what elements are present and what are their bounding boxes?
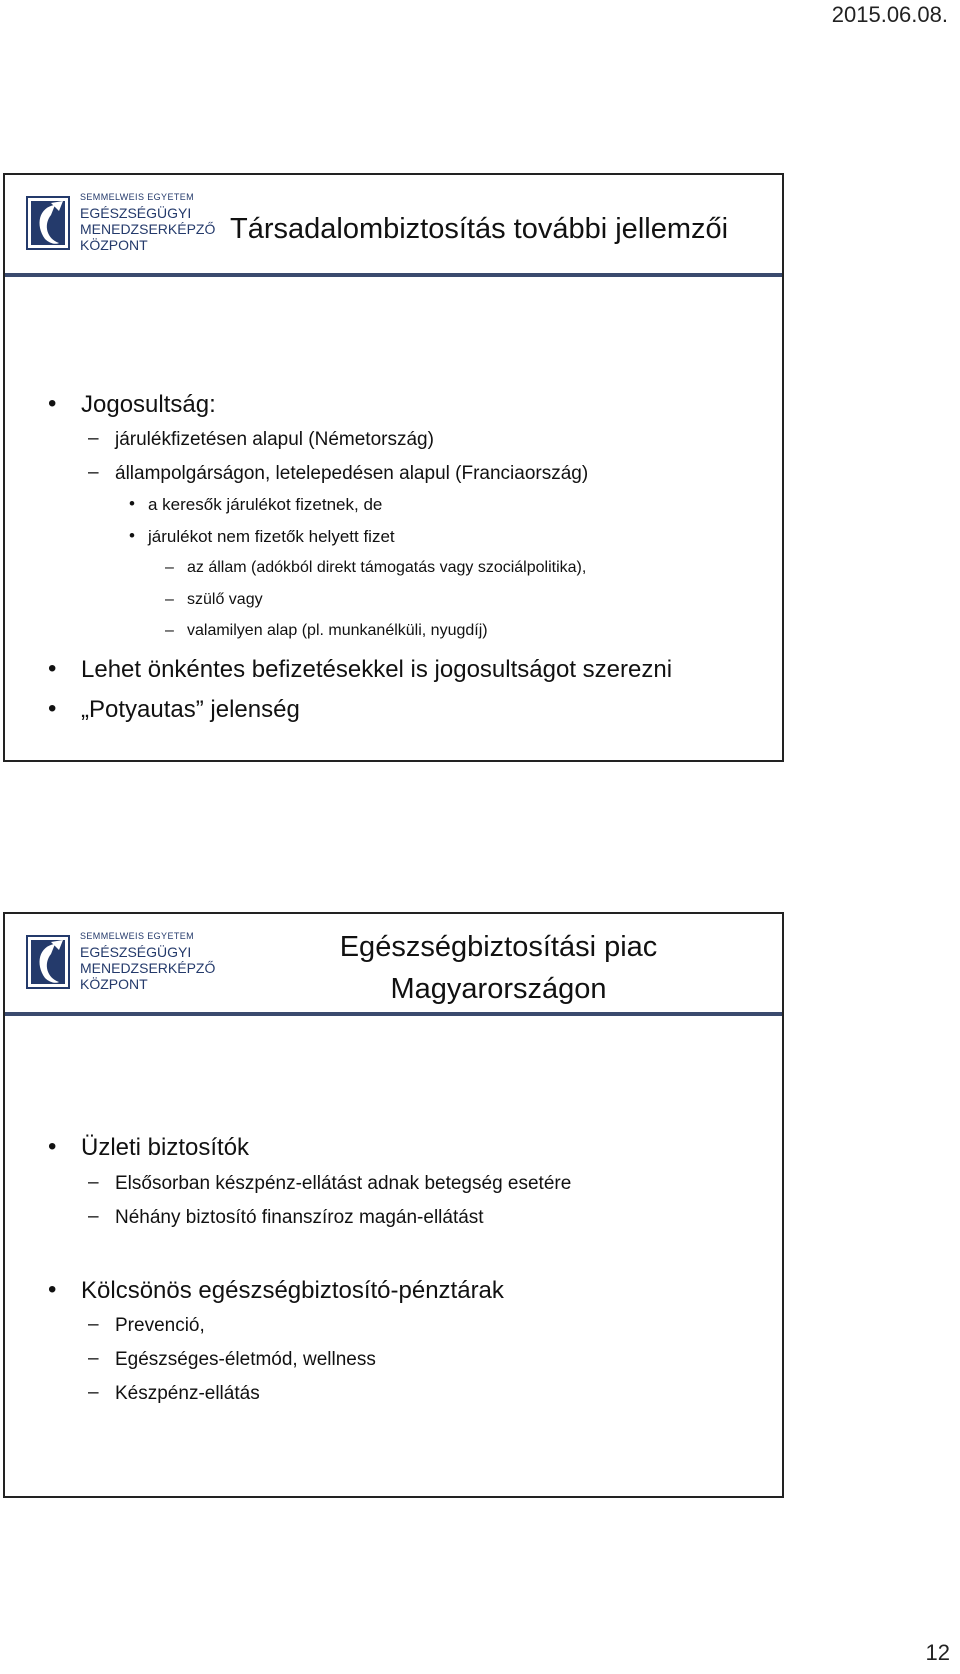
logo-line-4: KÖZPONT (80, 237, 148, 253)
logo-line-2: EGÉSZSÉGÜGYI (80, 944, 192, 960)
list-item: szülő vagy (187, 591, 263, 608)
logo-line-1: SEMMELWEIS EGYETEM (80, 192, 195, 202)
list-item: járulékot nem fizetők helyett fizet (148, 527, 395, 546)
list-item: járulékfizetésen alapul (Németország) (115, 429, 434, 450)
dash-icon: – (88, 1348, 99, 1369)
slide-title-line-1: Egészségbiztosítási piac (339, 931, 658, 963)
dash-icon: – (165, 622, 174, 639)
bullet-icon: • (48, 695, 57, 722)
bullet-icon: • (48, 390, 57, 417)
slide-header (5, 914, 782, 1014)
dash-icon: – (165, 591, 174, 608)
dash-icon: – (88, 1206, 99, 1227)
header-divider (5, 1012, 782, 1016)
bullet-icon: • (48, 655, 57, 682)
slide-title-line-2: Magyarországon (390, 973, 607, 1005)
header-divider (5, 273, 782, 277)
university-logo (25, 192, 216, 261)
semmelweis-logo-icon (25, 934, 73, 992)
dash-icon: – (88, 462, 99, 483)
logo-line-3: MENEDZSERKÉPZŐ (80, 960, 216, 976)
logo-line-2: EGÉSZSÉGÜGYI (80, 205, 192, 221)
semmelweis-logo-icon (25, 195, 73, 253)
dash-icon: – (165, 559, 174, 576)
slide-header (5, 175, 782, 275)
logo-line-4: KÖZPONT (80, 976, 148, 992)
dash-icon: – (88, 1172, 99, 1193)
list-item: Lehet önkéntes befizetésekkel is jogosultságot szerezni (81, 656, 673, 683)
header-date: 2015.06.08. (831, 2, 948, 27)
list-item: Néhány biztosító finanszíroz magán-ellátást (115, 1207, 484, 1228)
dash-icon: – (88, 1382, 99, 1403)
slide-title (225, 926, 772, 1010)
university-logo (25, 931, 216, 1000)
list-item: Egészséges-életmód, wellness (115, 1349, 376, 1370)
logo-line-1: SEMMELWEIS EGYETEM (80, 931, 195, 941)
slide-2 (3, 912, 784, 1498)
list-item: „Potyautas” jelenség (81, 696, 300, 723)
slide-1 (3, 173, 784, 762)
list-item: valamilyen alap (pl. munkanélküli, nyugdíj) (187, 622, 488, 639)
list-item: Prevenció, (115, 1315, 205, 1336)
list-item: az állam (adókból direkt támogatás vagy szociálpolitika), (187, 559, 587, 576)
bullet-icon: • (48, 1133, 57, 1160)
bullet-icon: • (48, 1276, 57, 1303)
list-item: Jogosultság: (81, 391, 216, 418)
bullet-icon: • (129, 494, 135, 513)
slide-title: Társadalombiztosítás további jellemzői (230, 213, 729, 245)
list-item: állampolgárságon, letelepedésen alapul (Franciaország) (115, 463, 589, 484)
page-number: 12 (925, 1640, 950, 1665)
list-item: Elsősorban készpénz-ellátást adnak betegség esetére (115, 1173, 572, 1194)
list-item: Kölcsönös egészségbiztosító-pénztárak (81, 1277, 504, 1304)
dash-icon: – (88, 428, 99, 449)
list-item: a keresők járulékot fizetnek, de (148, 495, 383, 514)
list-item: Készpénz-ellátás (115, 1383, 260, 1404)
dash-icon: – (88, 1314, 99, 1335)
logo-line-3: MENEDZSERKÉPZŐ (80, 221, 216, 237)
bullet-icon: • (129, 526, 135, 545)
logo-text (80, 193, 215, 252)
logo-text (80, 932, 215, 991)
list-item: Üzleti biztosítók (81, 1134, 250, 1161)
